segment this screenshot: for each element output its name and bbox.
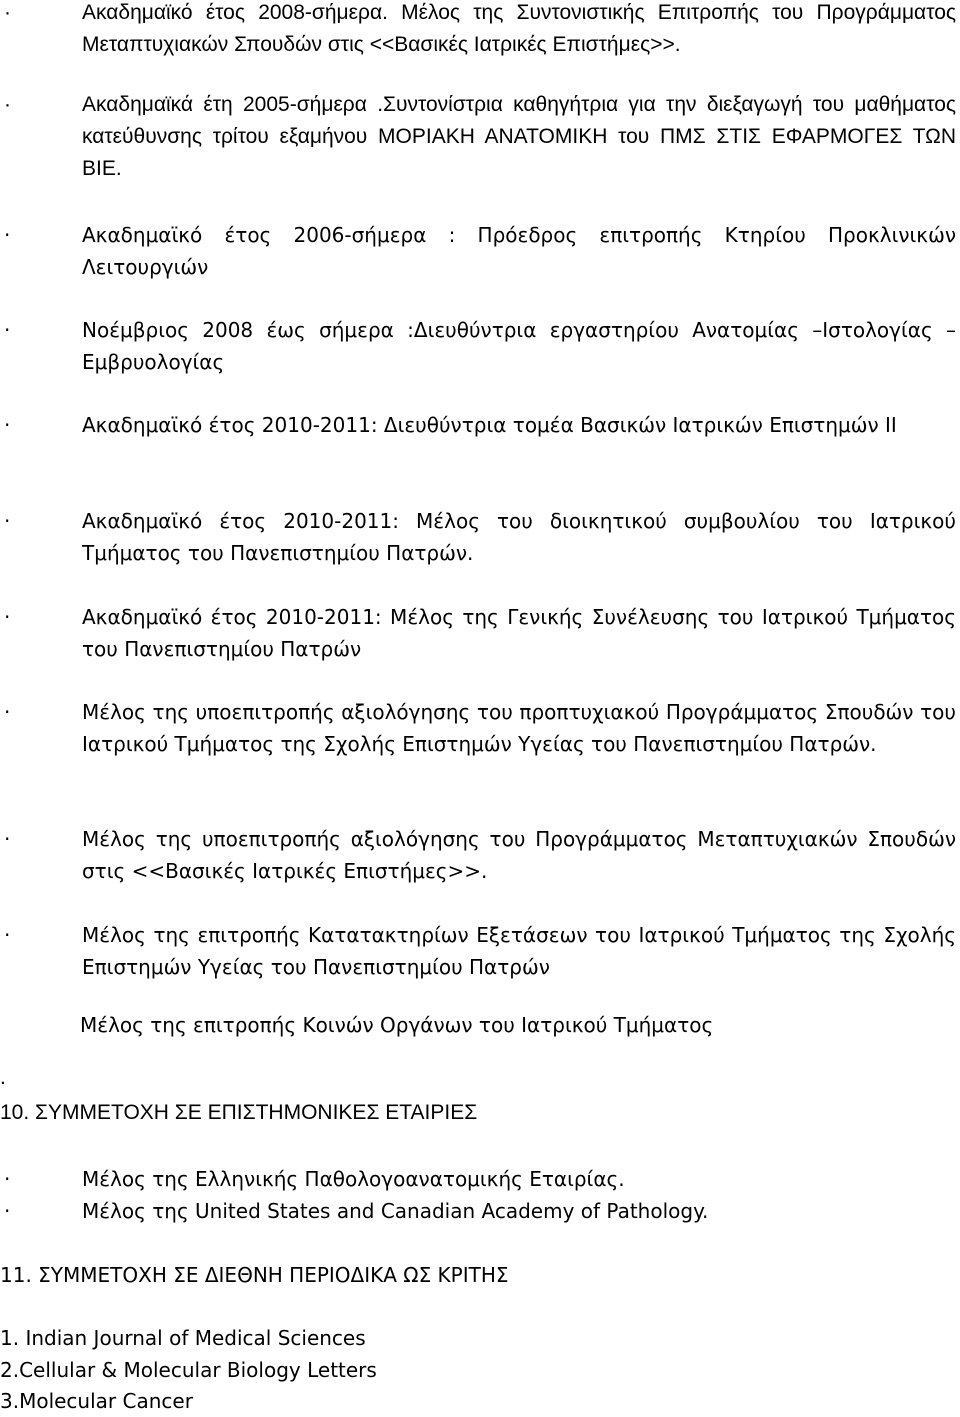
- bullet-dot: ·: [4, 1, 11, 24]
- bullet-dot: ·: [4, 223, 11, 247]
- society-item: Μέλος της Ελληνικής Παθολογοανατομικής Εταιρίας.: [82, 1167, 625, 1191]
- bullet-dot: ·: [4, 827, 11, 851]
- journal-item: 2.Cellular & Molecular Biology Letters: [0, 1358, 377, 1382]
- bullet-dot: ·: [4, 413, 11, 437]
- bullet-dot: ·: [4, 318, 11, 342]
- role-item: [0, 696, 956, 792]
- section-heading: 10. ΣΥΜΜΕΤΟΧΗ ΣΕ ΕΠΙΣΤΗΜΟΝΙΚΕΣ ΕΤΑΙΡΙΕΣ: [0, 1101, 478, 1124]
- role-item: [0, 89, 956, 185]
- role-item: [0, 919, 956, 983]
- journal-item: 3.Molecular Cancer: [0, 1389, 193, 1413]
- role-text: Ακαδημαϊκό έτος 2010-2011: Διευθύντρια τομέα Βασικών Ιατρικών Επιστημών ΙΙ: [82, 413, 897, 437]
- role-item: [0, 409, 956, 473]
- bullet-dot: ·: [4, 1167, 11, 1191]
- bullet-dot: ·: [4, 509, 11, 533]
- role-item: [0, 314, 956, 378]
- role-item: [0, 219, 956, 283]
- section-heading: 11. ΣΥΜΜΕΤΟΧΗ ΣΕ ΔΙΕΘΝΗ ΠΕΡΙΟΔΙΚΑ ΩΣ ΚΡΙΤΗΣ: [0, 1263, 509, 1287]
- role-text: Μέλος της υποεπιτροπής αξιολόγησης του προπτυχιακού Προγράμματος Σπουδών του Ιατρικού Τμήματος της Σχολής Επιστημών Υγείας του Πανεπιστημίου Πατρών.: [82, 700, 956, 756]
- journal-item: 1. Indian Journal of Medical Sciences: [0, 1326, 366, 1350]
- role-item: [0, 823, 956, 887]
- role-text: Ακαδημαϊκά έτη 2005-σήμερα .Συντονίστρια καθηγήτρια για την διεξαγωγή του μαθήματος κατεύθυνσης τρίτου εξαμήνου ΜΟΡΙΑΚΗ ΑΝΑΤΟΜΙΚΗ του ΠΜΣ ΣΤΙΣ ΕΦΑΡΜΟΓΕΣ ΤΩΝ ΒΙΕ.: [82, 93, 956, 180]
- bullet-dot: ·: [4, 1199, 11, 1223]
- role-text: Ακαδημαϊκό έτος 2010-2011: Μέλος του διοικητικού συμβουλίου του Ιατρικού Τμήματος του Πανεπιστημίου Πατρών.: [82, 509, 956, 565]
- role-text: Ακαδημαϊκό έτος 2010-2011: Μέλος της Γενικής Συνέλευσης του Ιατρικού Τμήματος του Πανεπιστημίου Πατρών: [82, 605, 956, 661]
- role-text: Ακαδημαϊκό έτος 2008-σήμερα. Μέλος της Συντονιστικής Επιτροπής του Προγράμματος Μεταπτυχιακών Σπουδών στις <<Βασικές Ιατρικές Επιστήμες>>.: [82, 1, 956, 56]
- society-item: Μέλος της United States and Canadian Academy of Pathology.: [82, 1199, 709, 1223]
- bullet-dot: ·: [4, 605, 11, 629]
- role-text: Μέλος της υποεπιτροπής αξιολόγησης του Προγράμματος Μεταπτυχιακών Σπουδών στις <<Βασικές Ιατρικές Επιστήμες>>.: [82, 827, 956, 883]
- role-text: Ακαδημαϊκό έτος 2006-σήμερα : Πρόεδρος επιτροπής Κτηρίου Προκλινικών Λειτουργιών: [82, 223, 956, 279]
- bullet-dot: ·: [4, 700, 11, 724]
- role-item: [0, 505, 956, 569]
- bullet-dot: ·: [4, 93, 11, 116]
- role-item: [0, 601, 956, 665]
- role-text: Νοέμβριος 2008 έως σήμερα :Διευθύντρια εργαστηρίου Ανατομίας –Ιστολογίας – Εμβρυολογίας: [82, 318, 956, 374]
- bullet-dot: ·: [4, 923, 11, 947]
- role-text: Μέλος της επιτροπής Κατατακτηρίων Εξετάσεων του Ιατρικού Τμήματος της Σχολής Επιστημών Υγείας του Πανεπιστημίου Πατρών: [82, 923, 956, 979]
- role-text: Μέλος της επιτροπής Κοινών Οργάνων του Ιατρικού Τμήματος: [80, 1013, 714, 1037]
- stray-dot: .: [0, 1066, 6, 1089]
- role-item: [0, 1009, 956, 1041]
- role-item: [0, 0, 956, 61]
